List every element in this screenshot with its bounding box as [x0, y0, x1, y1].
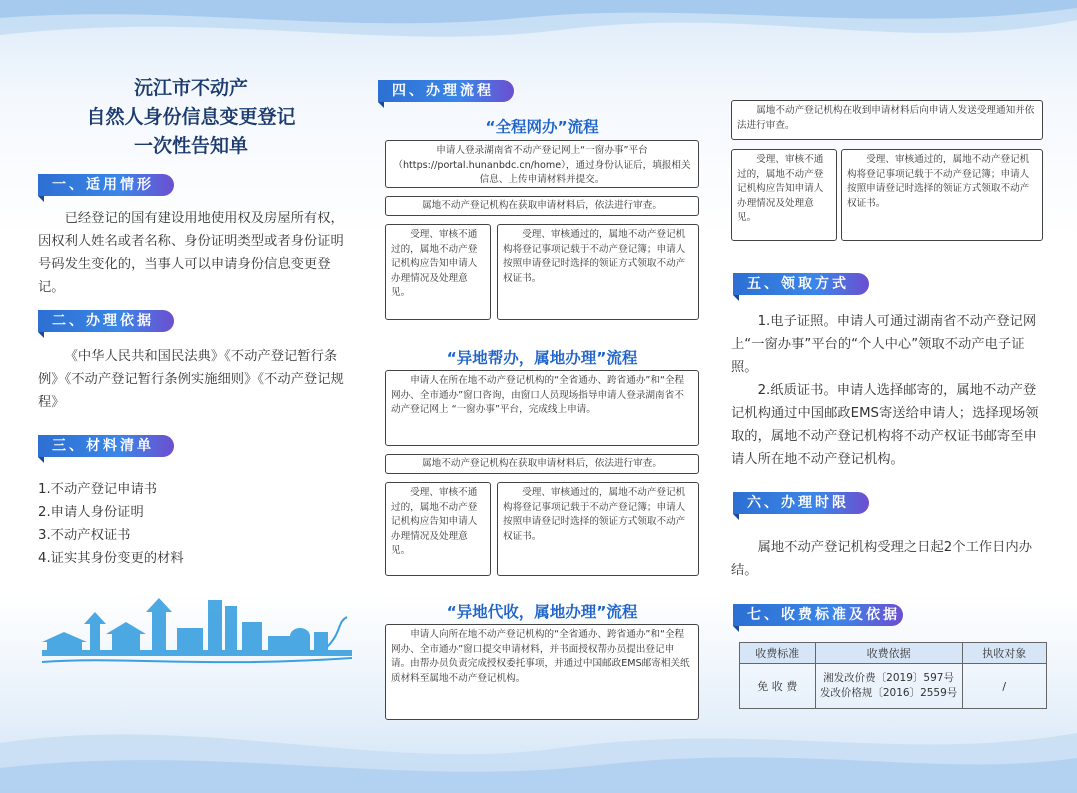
basis-text: 《中华人民共和国民法典》《不动产登记暂行条例》《不动产登记暂行条例实施细则》《不动产登记规程》 [38, 349, 344, 410]
flow2-fail: 受理、审核不通过的，属地不动产登记机构应告知申请人办理情况及处理意见。 [385, 482, 491, 576]
flow1-title: “全程网办”流程 [485, 118, 599, 136]
doc-title [60, 74, 322, 161]
flow3-step2: 属地不动产登记机构在收到申请材料后向申请人发送受理通知并依法进行审查。 [731, 100, 1043, 140]
flow2-step2: 属地不动产登记机构在获取申请材料后，依法进行审查。 [385, 454, 699, 474]
collection-paper: 2.纸质证书。申请人选择邮寄的，属地不动产登记机构通过中国邮政EMS寄送给申请人；选择现场领取的，属地不动产登记机构将不动产权证书邮寄至申请人所在地不动产登记机构。 [731, 383, 1039, 467]
flow3-pass: 受理、审核通过的，属地不动产登记机构将登记事项记载于不动产登记簿；申请人按照申请登记时选择的领证方式领取不动产权证书。 [841, 149, 1043, 241]
scope-text: 已经登记的国有建设用地使用权及房屋所有权，因权利人姓名或者名称、身份证明类型或者身份证明号码发生变化的，当事人可以申请身份信息变更登记。 [38, 211, 344, 295]
fee-basis [815, 664, 962, 709]
materials-list [38, 478, 338, 570]
section-header-materials: 三、材料清单 [38, 435, 174, 457]
fee-standard: 免 收 费 [740, 664, 816, 709]
title-line-2: 自然人身份信息变更登记 [86, 106, 296, 128]
section-header-time-limit: 六、办理时限 [733, 492, 869, 514]
flow3-step1: 申请人向所在地不动产登记机构的“全省通办、跨省通办”和“全程网办、全市通办”窗口提交申请材料，并书面授权帮办员提出登记申请。由帮办员负责完成授权委托事项，并通过中国邮政EMS邮寄相关纸质材料至属地不动产登记机构。 [385, 624, 699, 720]
flow2-pass: 受理、审核通过的，属地不动产登记机构将登记事项记载于不动产登记簿；申请人按照申请登记时选择的领证方式领取不动产权证书。 [497, 482, 699, 576]
city-skyline-illustration [42, 592, 352, 670]
flow1-step1: 申请人登录湖南省不动产登记网上“一窗办事”平台（https://portal.hunanbdc.cn/home），通过身份认证后，填报相关信息、上传申请材料并提交。 [385, 140, 699, 188]
table-row [740, 664, 1047, 709]
list-item: 3.不动产权证书 [38, 528, 131, 543]
flow1-pass: 受理、审核通过的，属地不动产登记机构将登记事项记载于不动产登记簿；申请人按照申请登记时选择的领证方式领取不动产权证书。 [497, 224, 699, 320]
flow1-step2: 属地不动产登记机构在获取申请材料后，依法进行审查。 [385, 196, 699, 216]
section-header-basis: 二、办理依据 [38, 310, 174, 332]
collection-electronic: 1.电子证照。申请人可通过湖南省不动产登记网上“一窗办事”平台的“个人中心”领取不动产电子证照。 [731, 314, 1037, 375]
section-header-process: 四、办理流程 [378, 80, 514, 102]
flow2-step1: 申请人在所在地不动产登记机构的“全省通办、跨省通办”和“全程网办、全市通办”窗口咨询，由窗口人员现场指导申请人登录湖南省不动产登记网上 “一窗办事”平台，完成线上申请。 [385, 370, 699, 446]
title-line-1: 沅江市不动产 [133, 77, 248, 99]
list-item: 2.申请人身份证明 [38, 505, 144, 520]
flow3-fail: 受理、审核不通过的，属地不动产登记机构应告知申请人办理情况及处理意见。 [731, 149, 837, 241]
fee-basis-line-1: 湘发改价费〔2019〕597号 [823, 672, 954, 684]
flow3-title: “异地代收，属地办理”流程 [446, 603, 638, 621]
fee-table-header-row [740, 643, 1047, 664]
fee-header-target: 执收对象 [962, 643, 1046, 664]
flow2-title: “异地帮办，属地办理”流程 [446, 349, 638, 367]
list-item: 1.不动产登记申请书 [38, 482, 158, 497]
section-header-scope: 一、适用情形 [38, 174, 174, 196]
fee-basis-line-2: 发改价格规〔2016〕2559号 [819, 687, 958, 699]
list-item: 4.证实其身份变更的材料 [38, 551, 184, 566]
top-wave-decoration [0, 0, 1077, 70]
section-header-fees: 七、收费标准及依据 [733, 604, 903, 626]
fee-header-standard: 收费标准 [740, 643, 816, 664]
fee-target: / [962, 664, 1046, 709]
fee-header-basis: 收费依据 [815, 643, 962, 664]
section-header-collection: 五、领取方式 [733, 273, 869, 295]
fee-table [739, 642, 1047, 709]
time-limit-text: 属地不动产登记机构受理之日起2个工作日内办结。 [731, 540, 1032, 578]
flow1-fail: 受理、审核不通过的，属地不动产登记机构应告知申请人办理情况及处理意见。 [385, 224, 491, 320]
title-line-3: 一次性告知单 [133, 135, 248, 157]
